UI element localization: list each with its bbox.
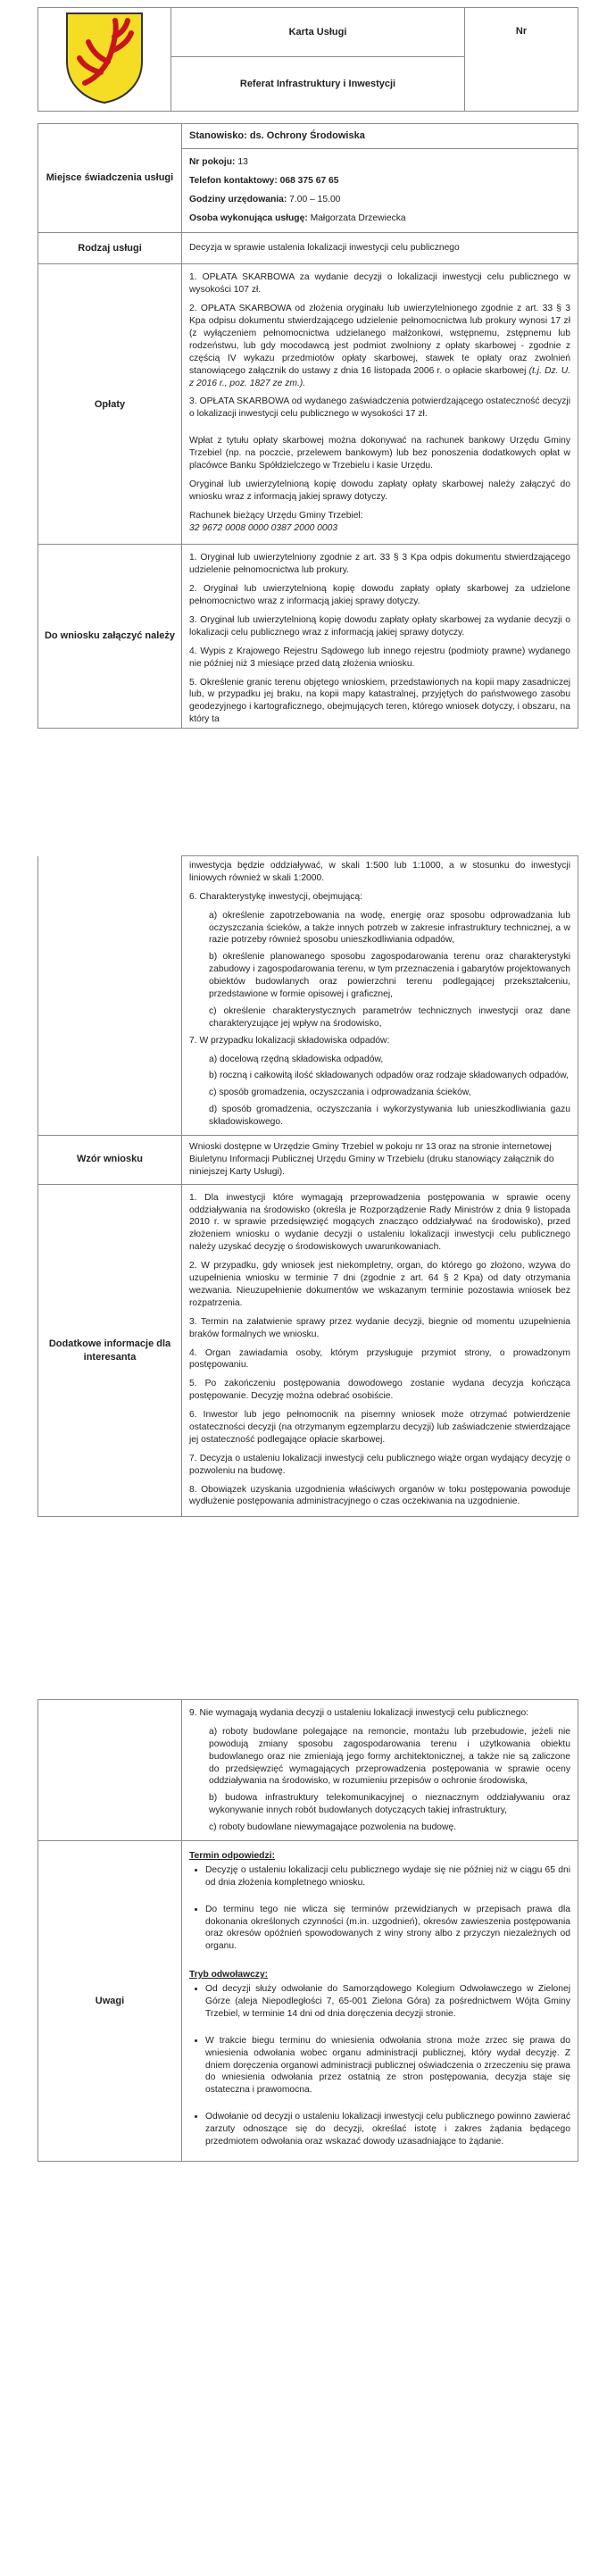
hours-value: 7.00 – 15.00	[287, 194, 341, 204]
bank-account-number: 32 9672 0008 0000 0387 2000 0003	[189, 522, 338, 533]
main-table-1	[37, 123, 578, 729]
fee-2-text: 2. OPŁATA SKARBOWA od złożenia oryginału lub uwierzytelnionego zgodnie z art. 33 § 3 Kpa odpisu dokumentu stwierdzającego udzielenie pełnomocnictwa lub prokury wynosi 17 zł (z wyłączeniem pełnomocnictwa udzielanego małżonkowi, wstępnemu, zstępnemu lub rodzeństwu, lub gdy mocodawcą jest podmiot zwolniony z opłaty skarbowej - zgodnie z częścią IV wykazu przedmiotów opłaty skarbowej, stawek te opłaty oraz zwolnień stanowiącego załącznik do ustawy z dnia 16 listopada 2006 r. o opłacie skarbowej	[189, 304, 570, 376]
attachment-item-cont: inwestycja będzie oddziaływać, w skali 1:500 lub 1:1000, a w stosunku do inwestycji liniowych również w skali 1:2000.	[189, 861, 570, 883]
attachment-subitem: a) określenie zapotrzebowania na wodę, energię oraz sposobu odprowadzania lub oczyszczania ścieków, a także innych potrzeb w zakresie infrastruktury technicznej, a w razie potrzeby również sposobu unieszkodliwiania odpadów,	[209, 910, 570, 946]
extra-info-label: Dodatkowe informacje dla interesanta	[38, 1184, 182, 1517]
department-title: Referat Infrastruktury i Inwestycji	[171, 57, 465, 112]
fee-proof-info: Oryginał lub uwierzytelnioną kopię dowodu zapłaty opłaty skarbowej należy załączyć do wniosku wraz z informacją jakiej sprawy dotyczy.	[189, 479, 570, 502]
bank-account-label: Rachunek bieżący Urzędu Gminy Trzebiel:	[189, 510, 363, 521]
page-2	[0, 855, 607, 1517]
coat-of-arms-icon	[62, 10, 147, 104]
attachment-item: 3. Oryginał lub uwierzytelnioną kopię dowodu zapłaty opłaty skarbowej za wydanie decyzji o lokalizacji celu publicznego wraz z informacją jakiej sprawy dotyczy.	[189, 615, 570, 638]
attachment-subitem: d) sposób gromadzenia, oczyszczania i wykorzystywania lub unieszkodliwiania gazu składowiskowego.	[209, 1105, 570, 1128]
header-table	[37, 7, 578, 112]
attachments-content	[182, 545, 578, 729]
attachments-label: Do wniosku załączyć należy	[38, 545, 182, 729]
form-value: Wnioski dostępne w Urzędzie Gminy Trzebiel w pokoju nr 13 oraz na stronie internetowej Biuletynu Informacji Publicznej Urzędu Gminy w Trzebielu (druku stanowiący załącznik do niniejszej Karty Usługi).	[182, 1136, 578, 1185]
fee-2	[189, 303, 570, 389]
notes-list-item: • Od decyzji służy odwołanie do Samorządowego Kolegium Odwoławczego w Zielonej Górze (aleja Niepodległości 7, 65-001 Zielona Góra) za pośrednictwem Wójta Gminy Trzebiel, w terminie 14 dni od dnia doręczenia decyzji stronie.	[205, 1983, 570, 2021]
notes-list-item: • Odwołanie od decyzji o ustaleniu lokalizacji inwestycji celu publicznego powinno zawierać zarzuty odnoszące się do decyzji, określać istotę i zakres żądania będącego przedmiotem odwołania oraz wskazać dowody uzasadniające to żądanie.	[205, 2111, 570, 2148]
extra-info-item: 5. Po zakończeniu postępowania dowodowego zostanie wydana decyzja kończąca postępowanie. Decyzję można odebrać osobiście.	[189, 1379, 570, 1402]
extra-info-item: 3. Termin na załatwienie sprawy przez wydanie decyzji, biegnie od momentu uzupełnienia braków formalnych we wniosku.	[189, 1316, 570, 1339]
attachment-subitem: b) określenie planowanego sposobu zagospodarowania terenu oraz charakterystyki zabudowy i zagospodarowania terenu, w tym przeznaczenia i gabarytów projektowanych obiektów budowlanych oraz powierzchni terenu podlegającej przekształceniu, przedstawione w formie opisowej i graficznej,	[209, 952, 570, 1000]
response-deadline-list	[189, 1864, 570, 1953]
coat-of-arms-cell	[38, 8, 171, 112]
appeal-heading: Tryb odwoławczy:	[189, 1970, 269, 1980]
notes-list-item: • Decyzję o ustaleniu lokalizacji celu publicznego wydaje się nie później niż w ciągu 65 dni od dnia złożenia kompletnego wniosku.	[205, 1864, 570, 1889]
extra-info-item: 1. Dla inwestycji które wymagają przeprowadzenia postępowania w sprawie oceny oddziaływania na środowisko (określa je Rozporządzenie Rady Ministrów z dnia 9 listopada 2010 r. w sprawie przedsięwzięć mogących znacząco oddziaływać na środowisko), przed złożeniem wniosku o wydanie decyzji o ustaleniu lokalizacji inwestycji celu publicznego należy uzyskać decyzję o środowiskowych uwarunkowaniach.	[189, 1192, 570, 1253]
extra-info-subitem: b) budowa infrastruktury telekomunikacyjnej o nieznacznym oddziaływaniu oraz wykonywanie innych robót budowlanych dotyczących takiej infrastruktury,	[209, 1793, 570, 1816]
extra-info-item: 9. Nie wymagają wydania decyzji o ustaleniu lokalizacji inwestycji celu publicznego:	[189, 1708, 529, 1718]
attachment-item: 6. Charakterystykę inwestycji, obejmującą:	[189, 891, 363, 902]
notes-list-item: • W trakcie biegu terminu do wniesienia odwołania strona może zrzec się prawa do wniesienia odwołania wobec organu administracji publicznej, który wydał decyzję. Z dniem doręczenia organowi administracji publicznej oświadczenia o zrzeczeniu się prawa do wniesienia odwołania przez ostatnią ze stron postępowania, decyzja staje się ostateczna i prawomocna.	[205, 2035, 570, 2097]
extra-info-item: 6. Inwestor lub jego pełnomocnik na pisemny wniosek może otrzymać potwierdzenie ostateczności decyzji (na otrzymanym egzemplarzu decyzji) lub zaświadczenie stwierdzające jej ostateczność podlegające opłacie skarbowej.	[189, 1410, 570, 1445]
attachment-subitem: b) roczną i całkowitą ilość składowanych odpadów oraz rodzaje składowanych odpadów,	[209, 1071, 569, 1081]
page-3	[0, 1699, 607, 2162]
extra-info-item: 4. Organ zawiadamia osoby, którym przysługuje przymiot strony, o prowadzonym postępowaniu.	[189, 1347, 570, 1371]
extra-info-subitem: a) roboty budowlane polegające na remoncie, montażu lub przebudowie, jeżeli nie powodują zmiany sposobu zagospodarowania terenu i użytkowania obiektu budowlanego oraz nie zmieniają jego formy architektonicznej, a także nie są zaliczone do przedsięwzięć wymagających przeprowadzenia postępowania w sprawie oceny oddziaływania na środowisko, w rozumieniu przepisów o ochronie środowiska,	[209, 1726, 570, 1787]
hours-label: Godziny urzędowania:	[189, 194, 287, 204]
attachment-item: 5. Określenie granic terenu objętego wnioskiem, przedstawionych na kopii mapy zasadniczej lub, w przypadku jej braku, na kopii mapy katastralnej, przyjętych do państwowego zasobu geodezyjnego i kartograficznego, obejmujących teren, którego wniosek dotyczy, i obszaru, na który ta	[189, 677, 570, 725]
notes-label: Uwagi	[38, 1841, 182, 2162]
person-label: Osoba wykonująca usługę:	[189, 213, 308, 223]
extra-info-content-cont	[182, 1700, 578, 1841]
position-title: Stanowisko: ds. Ochrony Środowiska	[182, 124, 578, 149]
extra-info-item: 8. Obowiązek uzyskania uzgodnienia właściwych organów w toku postępowania powoduje wydłużenie postępowania administracyjnego o czas oczekiwania na uzgodnienie.	[189, 1484, 570, 1507]
extra-info-item: 2. W przypadku, gdy wniosek jest niekompletny, organ, do którego go złożono, wzywa do uzupełnienia wniosku w terminie 7 dni (zgodnie z art. 64 § 2 Kpa) od daty otrzymania wezwania. Nieuzupełnienie dokumentów we wskazanym terminie pozostawia wniosek bez rozpatrzenia.	[189, 1261, 570, 1308]
service-type-label: Rodzaj usługi	[38, 233, 182, 264]
page-1	[0, 7, 607, 729]
card-title: Karta Usługi	[171, 8, 465, 57]
room-label: Nr pokoju:	[189, 156, 236, 167]
form-label: Wzór wniosku	[38, 1136, 182, 1185]
phone-value: Telefon kontaktowy: 068 375 67 65	[189, 175, 339, 186]
fees-content	[182, 264, 578, 545]
room-value: 13	[235, 156, 248, 167]
fee-1: 1. OPŁATA SKARBOWA za wydanie decyzji o lokalizacji inwestycji celu publicznego w wysokości 107 zł.	[189, 272, 570, 296]
extra-info-label-cont	[38, 1700, 182, 1841]
attachment-subitem: a) docelową rzędną składowiska odpadów,	[209, 1054, 384, 1064]
place-label: Miejsce świadczenia usługi	[38, 124, 182, 233]
service-type-value: Decyzja w sprawie ustalenia lokalizacji inwestycji celu publicznego	[182, 233, 578, 264]
attachment-item: 2. Oryginał lub uwierzytelnioną kopię dowodu zapłaty opłaty skarbowej za udzielone pełnomocnictwo wraz z informacją jakiej sprawy dotyczy.	[189, 584, 570, 607]
notes-content	[182, 1841, 578, 2162]
fee-payment-info: Wpłat z tytułu opłaty skarbowej można dokonywać na rachunek bankowy Urzędu Gminy Trzebiel (np. na poczcie, przelewem bankowym) lub bez ponoszenia dodatkowych opłat w placówce Banku Spółdzielczego w Trzebielu i kasie Urzędu.	[189, 436, 570, 471]
extra-info-content	[182, 1184, 578, 1517]
attachment-item: 4. Wypis z Krajowego Rejestru Sądowego lub innego rejestru (podmioty prawne) wydanego nie później niż 3 miesiące przed datą złożenia wniosku.	[189, 646, 570, 669]
attachment-item: 1. Oryginał lub uwierzytelniony zgodnie z art. 33 § 3 Kpa odpis dokumentu stwierdzającego udzielenie pełnomocnictwa lub prokury.	[189, 553, 570, 576]
extra-info-subitem: c) roboty budowlane niewymagające pozwolenia na budowę.	[209, 1822, 457, 1833]
main-table-2	[37, 855, 578, 1517]
attachments-label-cont	[38, 856, 182, 1136]
main-table-3	[37, 1699, 578, 2162]
person-value: Małgorzata Drzewiecka	[307, 213, 406, 223]
attachment-subitem: c) określenie charakterystycznych parametrów technicznych inwestycji oraz dane charakteryzujące jej wpływ na środowisko,	[209, 1005, 570, 1029]
card-number: Nr	[465, 8, 578, 112]
extra-info-item: 7. Decyzja o ustaleniu lokalizacji inwestycji celu publicznego wiąże organ wydający decyzję o pozwoleniu na budowę.	[189, 1453, 570, 1476]
notes-list-item: • Do terminu tego nie wlicza się terminów przewidzianych w przepisach prawa dla dokonania określonych czynności (m.in. uzgodnień), okresów zawieszenia postępowania oraz okresów opóźnień spowodowanych z winy strony albo z przyczyn niezależnych od organu.	[205, 1904, 570, 1954]
fee-2-legal-ref: (t.j. Dz. U. z 2016 r., poz. 1827 ze zm.).	[189, 365, 571, 388]
fee-3: 3. OPŁATA SKARBOWA od wydanego zaświadczenia potwierdzającego ostateczność decyzji o lokalizacji inwestycji celu publicznego w wysokości 17 zł.	[189, 396, 570, 420]
attachments-content-cont	[182, 856, 578, 1136]
fees-label: Opłaty	[38, 264, 182, 545]
response-deadline-heading: Termin odpowiedzi:	[189, 1851, 275, 1862]
attachment-item: 7. W przypadku lokalizacji składowiska odpadów:	[189, 1035, 390, 1046]
appeal-list	[189, 1983, 570, 2148]
attachment-subitem: c) sposób gromadzenia, oczyszczania i odprowadzania ścieków,	[209, 1088, 471, 1098]
contact-info	[182, 148, 578, 233]
